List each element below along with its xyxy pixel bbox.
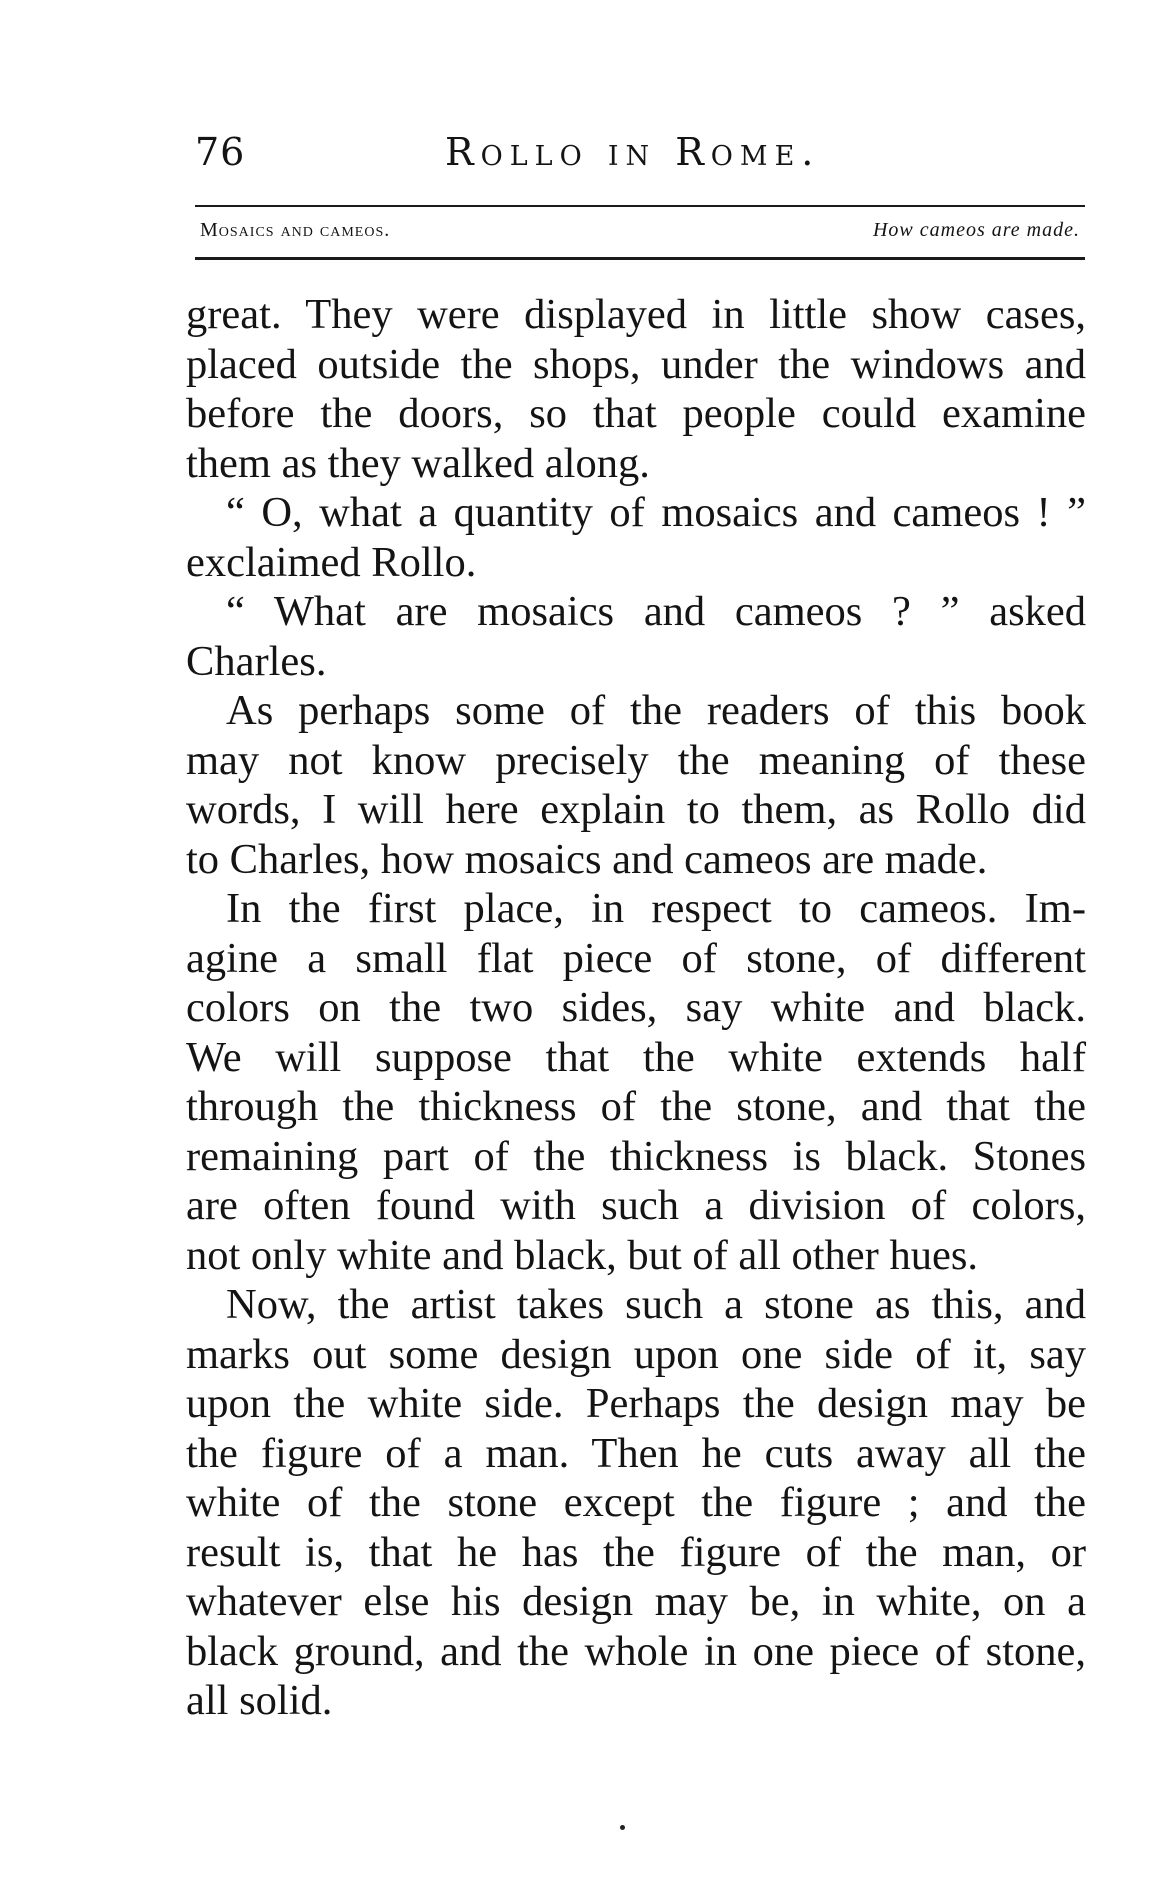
text-line: black ground, and the whole in one piece of stone, xyxy=(186,1627,1086,1675)
text-line: words, I will here explain to them, as Rollo did xyxy=(186,786,1086,833)
text-line: are often found with such a division of colors, xyxy=(186,1182,1086,1229)
body-text xyxy=(186,290,1086,1726)
running-head xyxy=(195,130,1085,186)
text-line: placed outside the shops, under the windows and xyxy=(186,340,1086,388)
text-line: all solid. xyxy=(186,1677,333,1724)
book-title: Rollo in Rome. xyxy=(445,130,821,174)
text-line: to Charles, how mosaics and cameos are made. xyxy=(186,835,988,883)
text-line: exclaimed Rollo. xyxy=(186,538,477,586)
text-line: before the doors, so that people could examine xyxy=(186,390,1086,437)
subheader-right: How cameos are made. xyxy=(872,219,1080,241)
text-line: Now, the artist takes such a stone as this, and xyxy=(226,1281,1086,1328)
text-line: whatever else his design may be, in white, on a xyxy=(186,1578,1086,1625)
header-rule-top xyxy=(195,205,1085,207)
text-line: white of the stone except the figure ; and the xyxy=(186,1479,1086,1526)
page-number: 76 xyxy=(195,130,246,174)
text-line: As perhaps some of the readers of this book xyxy=(226,687,1086,734)
text-line: We will suppose that the white extends half xyxy=(186,1033,1086,1081)
text-line: through the thickness of the stone, and that the xyxy=(186,1083,1086,1130)
section-subheader xyxy=(200,215,1080,247)
subheader-left: Mosaics and cameos. xyxy=(200,219,391,241)
text-line: them as they walked along. xyxy=(186,439,650,487)
text-line: may not know precisely the meaning of these xyxy=(186,736,1086,784)
text-line: great. They were displayed in little show cases, xyxy=(186,291,1086,338)
header-rule-bottom xyxy=(195,257,1085,260)
text-line: not only white and black, but of all other hues. xyxy=(186,1231,978,1279)
text-line: agine a small flat piece of stone, of different xyxy=(186,934,1086,982)
text-line: Charles. xyxy=(186,637,327,685)
ink-speck xyxy=(620,1825,625,1830)
text-line: the figure of a man. Then he cuts away all the xyxy=(186,1429,1086,1477)
text-line: marks out some design upon one side of it, say xyxy=(186,1330,1086,1378)
text-line: “ O, what a quantity of mosaics and cameos ! ” xyxy=(226,489,1086,536)
text-line: In the first place, in respect to cameos. Im- xyxy=(226,885,1086,932)
text-line: upon the white side. Perhaps the design may be xyxy=(186,1380,1086,1427)
text-line: remaining part of the thickness is black. Stones xyxy=(186,1132,1086,1180)
text-line: “ What are mosaics and cameos ? ” asked xyxy=(226,588,1086,635)
text-line: colors on the two sides, say white and black. xyxy=(186,984,1086,1031)
text-line: result is, that he has the figure of the man, or xyxy=(186,1528,1086,1576)
